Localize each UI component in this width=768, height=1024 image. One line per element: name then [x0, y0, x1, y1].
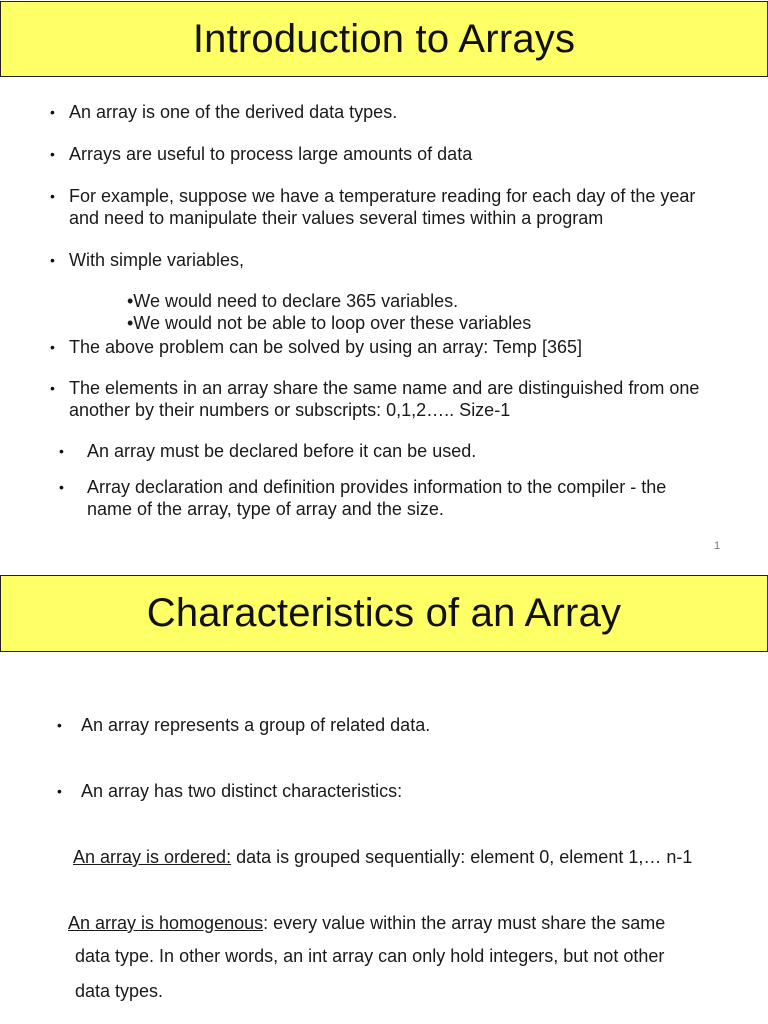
- bullet-dot: •: [50, 146, 55, 162]
- slide-2-title: Characteristics of an Array: [146, 591, 622, 635]
- slide-2-bullet-2: An array has two distinct characteristics:: [81, 781, 403, 801]
- slide-1-bullet-8-line-2: name of the array, type of array and the size.: [87, 499, 444, 519]
- slide-1-sub-bullet-1: •We would need to declare 365 variables.: [127, 291, 459, 311]
- bullet-dot: •: [50, 104, 55, 120]
- bullet-dot: •: [59, 479, 64, 495]
- slide-1-bullet-3-line-2: and need to manipulate their values several times within a program: [69, 208, 604, 228]
- slide-2-title-bar: [0, 575, 768, 652]
- bullet-dot: •: [59, 443, 64, 459]
- bullet-dot: •: [50, 380, 55, 396]
- slide-1-title: Introduction to Arrays: [192, 16, 576, 61]
- bullet-dot: •: [57, 717, 62, 733]
- ordered-text: data is grouped sequentially: element 0, element 1,… n-1: [231, 847, 693, 867]
- slide-1-bullet-6-line-2: another by their numbers or subscripts: 0,1,2….. Size-1: [69, 400, 511, 420]
- slide-2: [0, 574, 768, 1024]
- slide-1-bullet-5: The above problem can be solved by using an array: Temp [365]: [69, 337, 582, 357]
- homogenous-definition-line-2: data type. In other words, an int array can only hold integers, but not other: [75, 946, 665, 966]
- slide-1-bullet-6-line-1: The elements in an array share the same name and are distinguished from one: [69, 378, 700, 398]
- bullet-dot: •: [57, 783, 62, 799]
- bullet-dot: •: [50, 188, 55, 204]
- slide-2-bullet-1: An array represents a group of related data.: [81, 715, 431, 735]
- ordered-term: An array is ordered:: [73, 847, 232, 867]
- bullet-dot: •: [50, 252, 55, 268]
- homogenous-term: An array is homogenous: [68, 913, 264, 933]
- slide-1-bullet-2: Arrays are useful to process large amounts of data: [69, 144, 473, 164]
- bullet-dot: •: [50, 339, 55, 355]
- homogenous-definition-line-3: data types.: [75, 981, 164, 1001]
- slide-1-bullet-3-line-1: For example, suppose we have a temperature reading for each day of the year: [69, 186, 696, 206]
- page-number: 1: [714, 540, 721, 552]
- slide-1-bullet-8-line-1: Array declaration and definition provides information to the compiler - the: [87, 477, 667, 497]
- slide-1-bullet-1: An array is one of the derived data types.: [69, 102, 398, 122]
- ordered-definition: [73, 846, 692, 868]
- homogenous-colon: :: [263, 913, 269, 933]
- slide-1-title-bar: [0, 1, 768, 77]
- slide-1-bullet-4: With simple variables,: [69, 250, 245, 270]
- homogenous-definition-line-1: [68, 912, 665, 934]
- slide-1-sub-bullet-2: •We would not be able to loop over these variables: [127, 313, 532, 333]
- homogenous-text-1: every value within the array must share the same: [268, 913, 666, 933]
- slide-1-bullet-7: An array must be declared before it can be used.: [87, 441, 477, 461]
